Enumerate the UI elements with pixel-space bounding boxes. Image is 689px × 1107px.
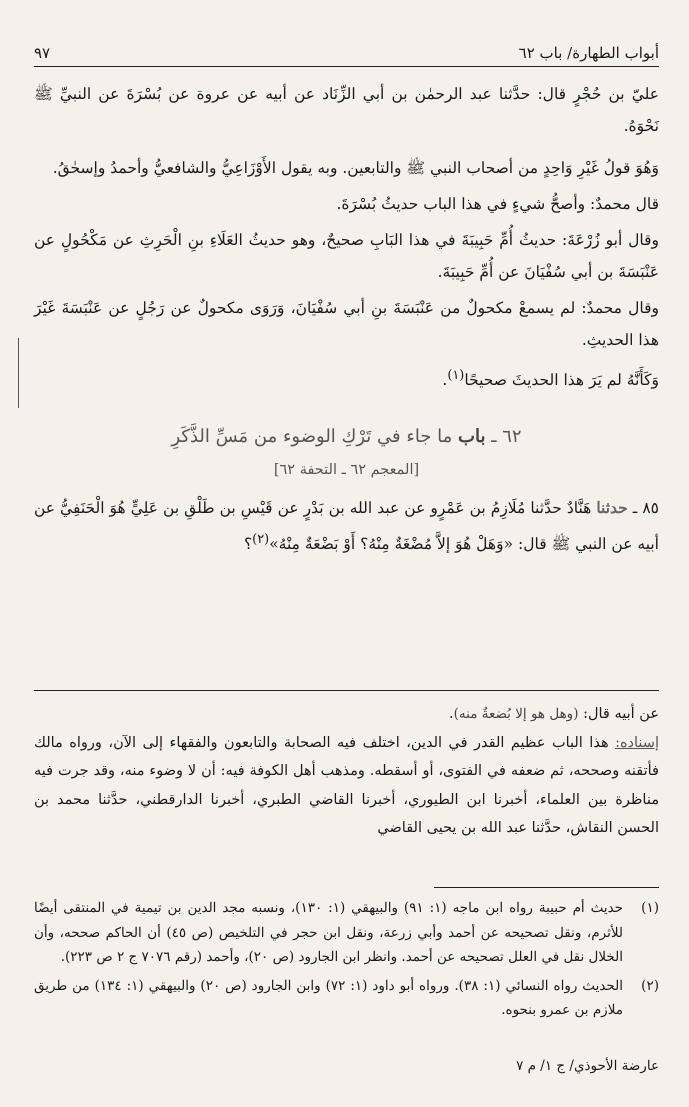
commentary-end: . xyxy=(449,706,454,722)
paragraph: وقال أبو زُرْعَةَ: حديثُ أُمِّ حَبِيبَةَ في هذا البَابِ صحيحٌ، وهو حديثُ العَلَاءِ بنِ الْحَرِثِ عن مَكْحُولٍ عن عَنْبَسَةَ بن أبي سُفْيَانَ عن أُمِّ حَبِيبَةَ. xyxy=(34,231,659,281)
commentary-text: عن أبيه قال: xyxy=(583,706,659,722)
commentary-quote: (وهل هو إلا بُضعةٌ منه) xyxy=(453,706,579,722)
footnote xyxy=(34,896,659,970)
commentary xyxy=(34,700,659,843)
paragraph-text: وَكَأَنَّهُ لم يَرَ هذا الحديثَ صحيحًا xyxy=(464,371,659,390)
chapter-title xyxy=(34,420,659,454)
paragraph: عليّ بن حُجْرٍ قال: حدَّثنا عبد الرحمٰن بن أبي الزِّنَاد عن أبيه عن عروة عن بُسْرَةَ عن النبيِّ ﷺ نَحْوَهُ. xyxy=(34,85,659,135)
paragraph: وَهُوَ قولُ غَيْرِ وَاحِدٍ من أصحاب النبي ﷺ والتابعين. وبه يقول الأَوْزَاعِيُّ والشافعيُّ وأحمدُ وإسحٰقُ. xyxy=(52,159,659,177)
chapter-bab-word: باب xyxy=(458,426,486,448)
commentary-paragraph xyxy=(34,729,659,843)
commentary-line xyxy=(34,700,659,729)
chapter-reference: [المعجم ٦٢ ـ التحفة ٦٢] xyxy=(273,462,420,479)
main-text xyxy=(34,78,659,564)
printer-signature: عارضة الأحوذي/ ج ١/ م ٧ xyxy=(516,1058,659,1074)
footnote-ref: (٢) xyxy=(252,532,270,548)
hadith-end: ؟ xyxy=(243,535,253,554)
section-divider xyxy=(34,690,659,691)
paragraph xyxy=(34,360,659,396)
paragraph: وقال محمدٌ: لم يسمعْ مكحولٌ من عَنْبَسَةَ بنِ أبي سُفْيَانَ، وَرَوَى مكحولٌ عن رَجُلٍ عن عَنْبَسَةَ غَيْرَ هذا الحديثِ. xyxy=(34,299,659,349)
page-header xyxy=(34,30,659,67)
footnote-divider xyxy=(434,887,659,888)
page-number: ٩٧ xyxy=(34,44,51,62)
paragraph-end: . xyxy=(442,371,448,390)
margin-line xyxy=(18,338,19,408)
footnote xyxy=(34,974,659,1023)
hadith-label: حدثنا xyxy=(596,498,628,518)
footnote-number: (١) xyxy=(641,900,659,916)
footnote-text: حديث أم حبيبة رواه ابن ماجه (١: ٩١) والبيهقي (١: ١٣٠)، ونسبه مجد الدين بن تيمية في المنتقى أيضًا للأثرم، ونقل تصحيحه عن أحمد وأبي زرعة، ونقل ابن حجر في التلخيص (ص ٤٥) أن الحاكم صححه، وأن الخلال نقل في العلل تصحيحه عن أحمد. وانظر ابن الجارود (ص ٢٠)، وأحمد (رقم ٧٠٧٦ ج ٢ ص ٢٢٣). xyxy=(34,900,624,965)
footnote-number: (٢) xyxy=(641,977,659,994)
commentary-text: هذا الباب عظيم القدر في الدين، اختلف فيه الصحابة والتابعون والفقهاء إلى الآن، ورواه مالك فأتقنه وصححه، ثم ضعفه في الفتوى، أو أسقطه. ومذهب أهل الكوفة فيه: أن لا وضوء منه، وقد جرت فيه مناظرة بين العلماء، أخبرنا ابن الطيوري، أخبرنا القاضي الطبري، أخبرنا الدارقطني، حدَّثنا محمد بن الحسن النقاش، حدَّثنا عبد الله بن يحيى القاضي xyxy=(34,734,659,836)
header-section-title: أبواب الطهارة/ باب ٦٢ xyxy=(518,44,659,62)
hadith-number: ٨٥ ـ xyxy=(632,499,659,518)
footnotes xyxy=(34,896,659,1027)
paragraph: قال محمدٌ: وأصحُّ شيءٍ في هذا الباب حديثُ بُسْرَةَ. xyxy=(336,195,659,213)
hadith-text: هَنَّادٌ حدَّثنا مُلَازِمُ بن عَمْرٍو عن عبد الله بن بَدْرٍ عن قَيْسِ بن طَلْقِ بن عَلِيٍّ هُوَ الْحَنَفِيُّ عن أبيه عن النبي ﷺ قال: «وَهَلْ هُوَ إلاَّ مُضْغَةٌ مِنْهُ؟ أَوْ بَضْعَةٌ مِنْهُ» xyxy=(34,499,659,554)
footnote-text: الحديث رواه النسائي (١: ٣٨). ورواه أبو داود (١: ٧٢) وابن الجارود (ص ٢٠) والبيهقي (١: ١٣٤) من طريق ملازم بن عمرو بنحوه. xyxy=(34,977,623,1018)
chapter-heading-text: ما جاء في تَرْكِ الوضوء من مَسِّ الذَّكَرِ xyxy=(171,426,453,448)
commentary-label: إسناده: xyxy=(615,734,659,751)
footnote-ref: (١) xyxy=(447,368,465,383)
hadith-paragraph xyxy=(34,492,659,560)
chapter-number: ٦٢ ـ xyxy=(491,426,522,448)
